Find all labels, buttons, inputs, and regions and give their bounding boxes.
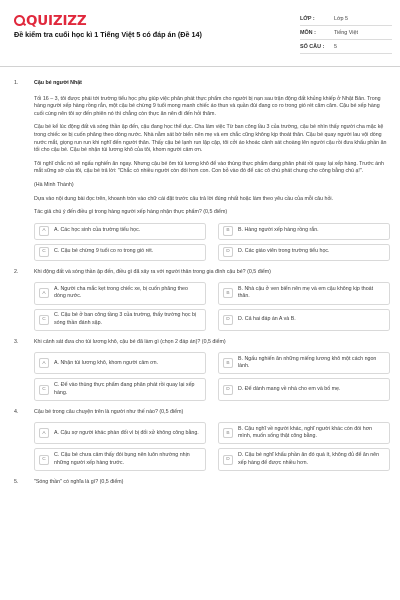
answer-option-c[interactable] xyxy=(34,378,206,400)
option-letter: B xyxy=(223,226,233,236)
option-text: D. Để dành mang về nhà cho em và bố mẹ. xyxy=(238,385,341,392)
option-letter: B xyxy=(223,428,233,438)
answer-options xyxy=(34,352,390,400)
question-3 xyxy=(14,339,390,401)
option-letter: C xyxy=(39,315,49,325)
option-text: A. Người cha mắc kẹt trong chiếc xe, bị cuốn phăng theo dòng nước. xyxy=(54,285,188,300)
option-letter: D xyxy=(223,455,233,465)
answer-option-d[interactable] xyxy=(218,378,390,400)
option-text: C. Cậu bé chưa cảm thấy đói bụng nên luôn nhường nhịn những người xếp hàng trước. xyxy=(54,451,190,466)
page-title: Đề kiểm tra cuối học kì 1 Tiếng Việt 5 có đáp án (Đề 14) xyxy=(14,30,202,39)
option-letter: B xyxy=(223,358,233,368)
option-letter: C xyxy=(39,385,49,395)
passage-author: (Hà Minh Thành) xyxy=(34,181,74,188)
logo-text: QUIZIZZ xyxy=(26,13,87,29)
meta-value: Lớp 5 xyxy=(334,15,349,22)
passage-paragraph: Cậu bé kể lúc động đất và sóng thần ập đến, cậu đang học thể dục. Cha làm việc Từ ban công lầu 3 của trường, cậu bé nhìn thấy người cha mặc kệ trong chiếc xe bị cuốn phăng theo dòng nước. Nhà nằm sát bờ biển nên mẹ và em chắc cũng không kịp thoát thân. Cậu bé quay người lau vội dòng nước mắt, giọng run run khi nghĩ đến người thân. Thấy cậu bé lạnh run lập cập, tôi cởi áo khoác cảnh sát choàng lên người cậu rồi đưa khẩu phần ăn tối cho cậu bé. Cậu bé nhận túi lương khô của tôi, khom người cảm ơn. xyxy=(34,124,387,154)
option-text: D. Cậu bé nghĩ khẩu phần ăn đó quá ít, không đủ để ăn nên xếp hàng để được nhiều hơn. xyxy=(238,451,380,466)
logo-q-icon xyxy=(14,15,25,26)
question-number: 5. xyxy=(14,478,19,485)
answer-options xyxy=(34,282,390,330)
question-5 xyxy=(14,479,390,487)
meta-key: LỚP : xyxy=(300,15,315,22)
option-text: B. Hàng người xếp hàng rồng rắn. xyxy=(238,227,319,234)
header-divider xyxy=(0,66,400,67)
option-letter: A xyxy=(39,358,49,368)
meta-value: Tiếng Việt xyxy=(334,29,358,36)
answer-option-b[interactable] xyxy=(218,352,390,374)
answer-option-a[interactable] xyxy=(34,422,206,444)
question-stem: Khi cảnh sát đưa cho túi lương khô, cậu bé đã làm gì (chọn 2 đáp án)? (0,5 điểm) xyxy=(34,338,226,345)
answer-options xyxy=(34,223,390,261)
answer-option-b[interactable] xyxy=(218,282,390,304)
meta-key: MÔN : xyxy=(300,29,316,36)
option-letter: A xyxy=(39,288,49,298)
option-text: D. Các giáo viên trong trường tiểu học. xyxy=(238,248,330,255)
option-letter: D xyxy=(223,385,233,395)
answer-option-d[interactable] xyxy=(218,244,390,261)
option-text: A. Nhận túi lương khô, khom người cảm ơn. xyxy=(54,359,159,366)
meta-row-subject xyxy=(300,26,392,40)
option-letter: C xyxy=(39,455,49,465)
worksheet-header xyxy=(0,0,400,64)
option-letter: B xyxy=(223,288,233,298)
answer-option-c[interactable] xyxy=(34,244,206,261)
answer-option-d[interactable] xyxy=(218,448,390,470)
option-letter: A xyxy=(39,226,49,236)
passage-title: Cậu bé người Nhật xyxy=(34,80,82,86)
passage-paragraph: Tối 16 – 3, tôi được phái tới trường tiểu học phụ giúp việc phân phát thực phẩm cho người bị nạn sau trận động đất khủng khiếp ở Nhật Bản. Trong hàng người xếp hàng rồng rắn, một cậu bé chừng 9 tuổi mong manh chiếc áo thun và quần đùi đang co ro trong gió rét căm căm. Cậu bé xếp hàng cuối cùng nên tôi sợ đến phiên nó thì chẳng còn thực ăn nên đi đến hỏi thăm. xyxy=(34,95,381,117)
question-number: 2. xyxy=(14,268,19,275)
quizizz-logo xyxy=(14,13,86,29)
question-number: 1. xyxy=(14,80,19,86)
answer-option-d[interactable] xyxy=(218,309,390,331)
question-number: 3. xyxy=(14,338,19,345)
option-letter: D xyxy=(223,315,233,325)
question-stem: "Sóng thần" có nghĩa là gì? (0,5 điểm) xyxy=(34,478,124,485)
passage-paragraph: Tôi nghĩ chắc nó sẽ ngấu nghiến ăn ngay. Nhưng cậu bé ôm túi lương khô để vào thùng thực phẩm đang phân phát rồi quay lại xếp hàng. Trước ánh mắt sững sờ của tôi, cậu bé trả lời: "Chắc có nhiều người còn đói hơn con. Con bỏ vào đó để các cô chú phát chung cho công bằng chú ạ!". xyxy=(34,160,384,175)
option-text: B. Ngấu nghiến ăn những miếng lương khô một cách ngon lành. xyxy=(238,355,377,370)
meta-table xyxy=(300,12,392,54)
answer-option-c[interactable] xyxy=(34,309,206,331)
answer-option-b[interactable] xyxy=(218,422,390,444)
answer-option-b[interactable] xyxy=(218,223,390,240)
question-number: 4. xyxy=(14,408,19,415)
question-stem: Khi động đất và sóng thần ập đến, điều gì đã xảy ra với người thân trong gia đình cậu bé? (0,5 điểm) xyxy=(34,268,271,275)
answer-option-a[interactable] xyxy=(34,223,206,240)
meta-row-count xyxy=(300,40,392,54)
option-text: B. Nhà cậu ở ven biển nên mẹ và em cậu không kịp thoát thân. xyxy=(238,285,374,300)
answer-option-c[interactable] xyxy=(34,448,206,470)
answer-options xyxy=(34,422,390,470)
option-text: C. Cậu bé chừng 9 tuổi co ro trong gió rét. xyxy=(54,248,154,255)
question-4 xyxy=(14,409,390,471)
answer-option-a[interactable] xyxy=(34,352,206,374)
question-1 xyxy=(14,80,390,261)
question-stem: Cậu bé trong câu chuyện trên là người như thế nào? (0,5 điểm) xyxy=(34,408,184,415)
meta-row-class xyxy=(300,12,392,26)
meta-key: SỐ CÂU : xyxy=(300,43,325,50)
option-text: A. Các học sinh của trường tiểu học. xyxy=(54,227,141,234)
question-2 xyxy=(14,269,390,331)
meta-value: 5 xyxy=(334,43,337,50)
option-text: C. Cậu bé ở ban công tầng 3 của trường, thấy trường học bị sóng thần đánh sập. xyxy=(54,312,197,326)
option-letter: C xyxy=(39,247,49,257)
answer-option-a[interactable] xyxy=(34,282,206,304)
worksheet-content xyxy=(14,80,390,492)
instructions: Dựa vào nội dung bài đọc trên, khoanh tròn vào chữ cái đặt trước câu trả lời đúng nhất hoặc làm theo yêu cầu của mỗi câu hỏi. xyxy=(34,195,334,202)
option-text: D. Cả hai đáp án A và B. xyxy=(238,315,296,322)
option-text: A. Cậu sợ người khác phàn đối vì bị đối xử không công bằng. xyxy=(54,429,199,436)
option-letter: A xyxy=(39,428,49,438)
option-letter: D xyxy=(223,247,233,257)
question-stem: Tác giả chú ý đến điều gì trong hàng người xếp hàng nhận thực phẩm? (0,5 điểm) xyxy=(34,209,228,216)
option-text: C. Để vào thùng thực phẩm đang phân phát rồi quay lại xếp hàng. xyxy=(54,381,195,396)
option-text: B. Cậu nghĩ về người khác, nghĩ người khác còn đói hơn mình, muốn sống thật công bằng. xyxy=(238,425,373,440)
